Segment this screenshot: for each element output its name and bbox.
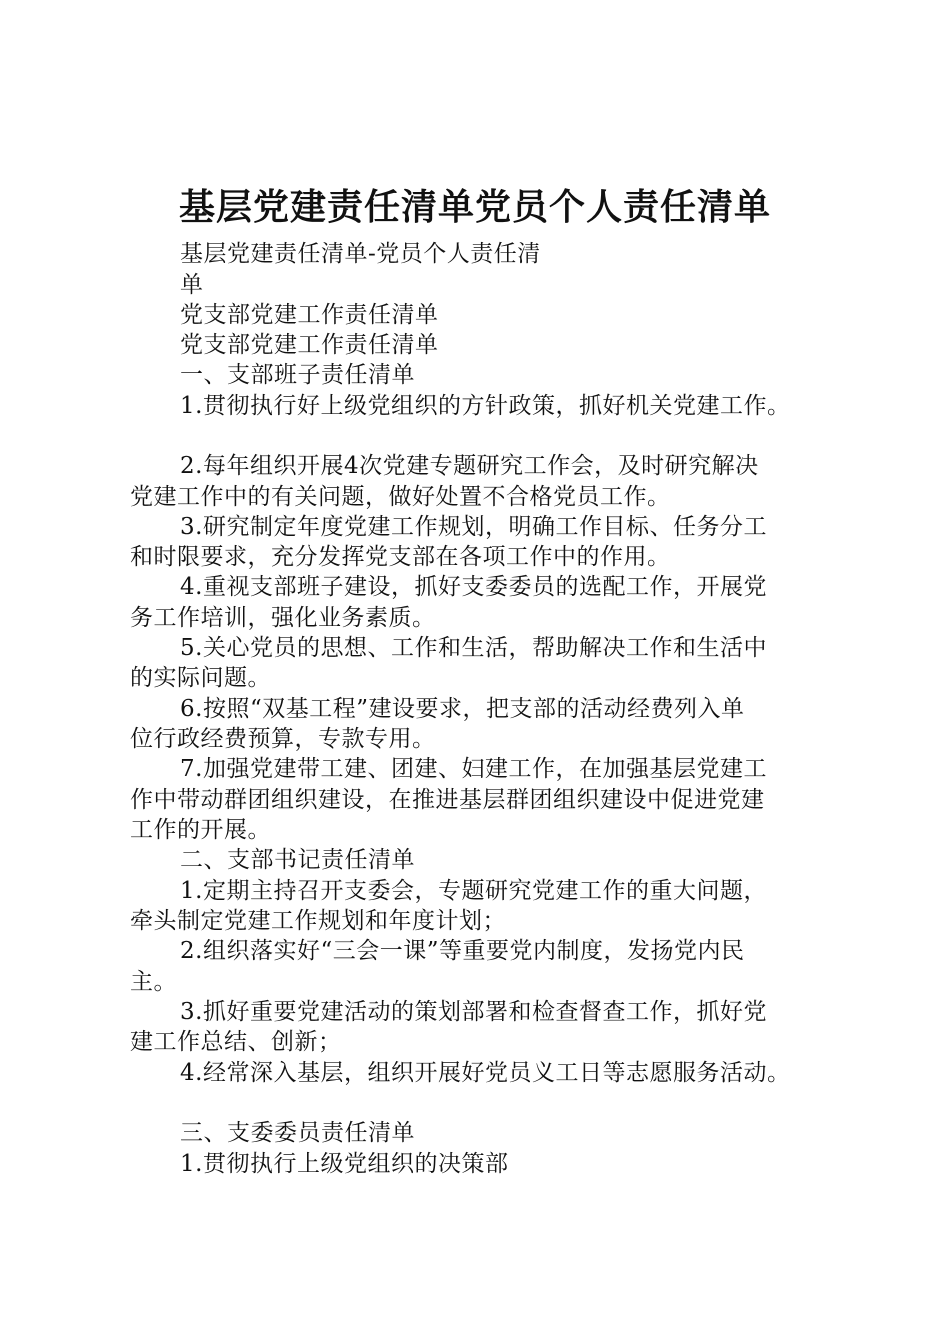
paragraph-line: 作中带动群团组织建设，在推进基层群团组织建设中促进党建 — [130, 787, 765, 813]
paragraph-line: 和时限要求，充分发挥党支部在各项工作中的作用。 — [130, 544, 671, 570]
paragraph-line: 4.重视支部班子建设，抓好支委委员的选配工作，开展党 — [180, 574, 767, 600]
paragraph-line: 牵头制定党建工作规划和年度计划； — [130, 908, 506, 934]
paragraph-line: 工作的开展。 — [130, 817, 271, 843]
paragraph-line: 3.抓好重要党建活动的策划部署和检查督查工作，抓好党 — [180, 999, 767, 1025]
paragraph-line: 1.定期主持召开支委会，专题研究党建工作的重大问题， — [180, 878, 767, 904]
section-heading: 三、支委委员责任清单 — [180, 1120, 415, 1146]
document-title: 基层党建责任清单党员个人责任清单 — [178, 186, 771, 228]
paragraph-line: 4.经常深入基层，组织开展好党员义工日等志愿服务活动。 — [180, 1060, 791, 1086]
paragraph-line: 3.研究制定年度党建工作规划，明确工作目标、任务分工 — [180, 514, 767, 540]
section-heading: 一、支部班子责任清单 — [180, 362, 415, 388]
paragraph-line: 7.加强党建带工建、团建、妇建工作，在加强基层党建工 — [180, 756, 767, 782]
section-heading: 二、支部书记责任清单 — [180, 847, 415, 873]
paragraph-line: 务工作培训，强化业务素质。 — [130, 605, 436, 631]
paragraph-line: 2.每年组织开展4次党建专题研究工作会，及时研究解决 — [180, 453, 759, 479]
paragraph-line: 1.贯彻执行上级党组织的决策部 — [180, 1151, 509, 1177]
paragraph-line: 5.关心党员的思想、工作和生活，帮助解决工作和生活中 — [180, 635, 767, 661]
paragraph-line: 建工作总结、创新； — [130, 1029, 342, 1055]
subtitle-line-cont: 单 — [180, 272, 204, 298]
heading-line: 党支部党建工作责任清单 — [180, 332, 439, 358]
paragraph-line: 的实际问题。 — [130, 665, 271, 691]
paragraph-line: 2.组织落实好“三会一课”等重要党内制度，发扬党内民 — [180, 938, 745, 964]
paragraph-line: 1.贯彻执行好上级党组织的方针政策，抓好机关党建工作。 — [180, 393, 791, 419]
heading-line: 党支部党建工作责任清单 — [180, 302, 439, 328]
subtitle-line: 基层党建责任清单-党员个人责任清 — [180, 241, 541, 267]
paragraph-line: 党建工作中的有关问题，做好处置不合格党员工作。 — [130, 484, 671, 510]
paragraph-line: 主。 — [130, 969, 177, 995]
paragraph-line: 6.按照“双基工程”建设要求，把支部的活动经费列入单 — [180, 696, 745, 722]
paragraph-line: 位行政经费预算，专款专用。 — [130, 726, 436, 752]
